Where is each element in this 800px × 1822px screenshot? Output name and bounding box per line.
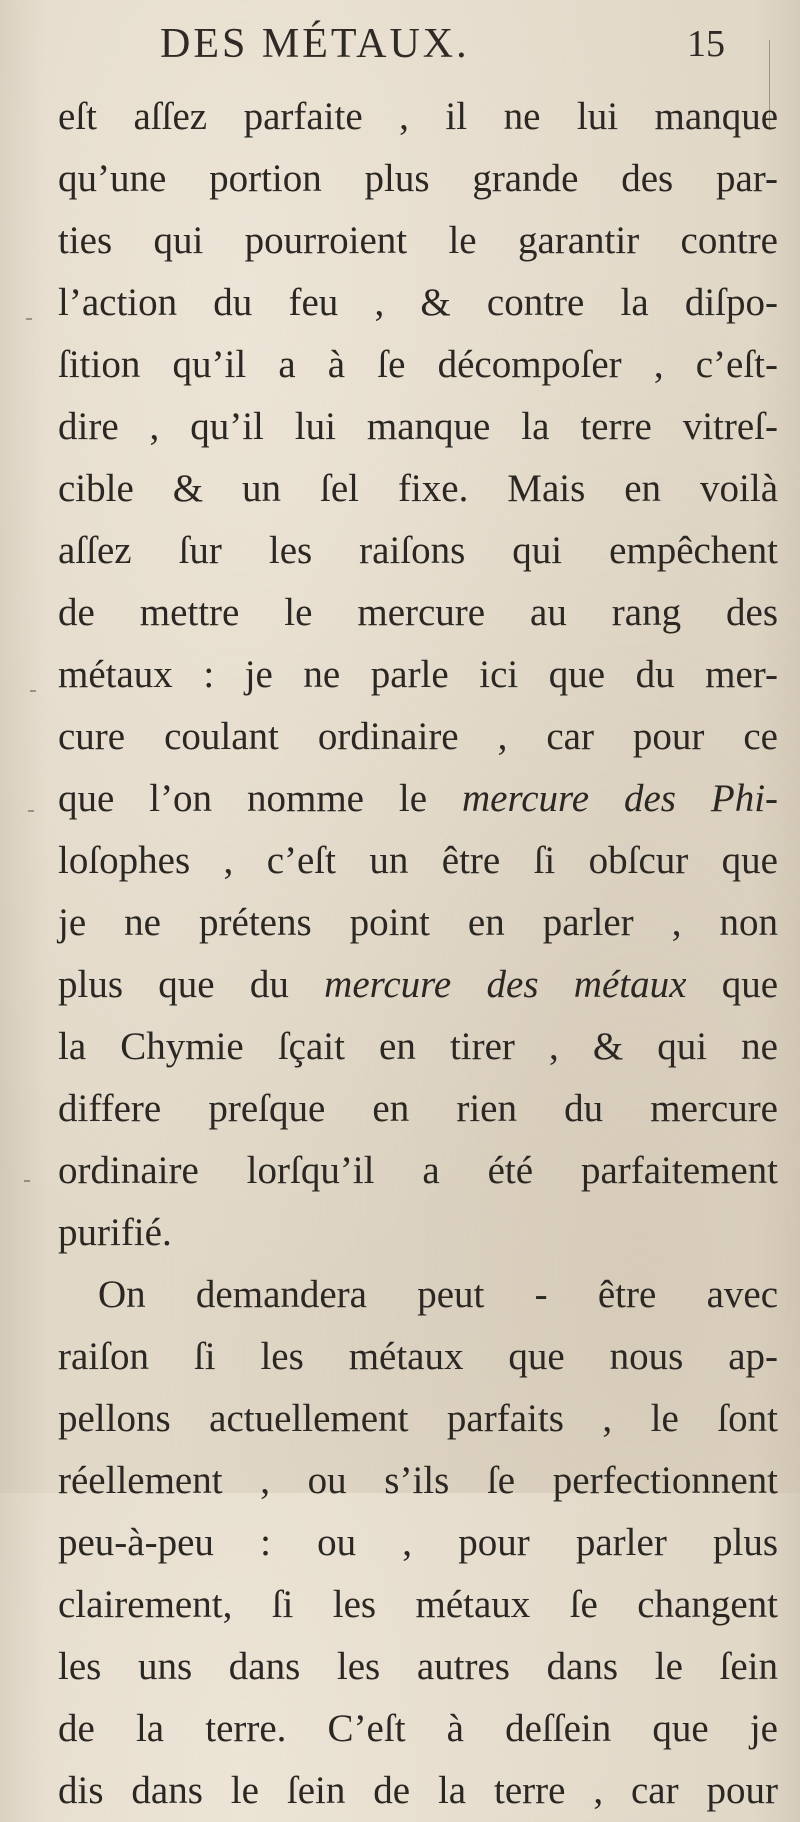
text-line-3: ties qui pourroient le garantir contre bbox=[58, 219, 778, 262]
text-line-18: ordinaire lorſqu’il a été parfaitement bbox=[58, 1149, 778, 1192]
text-line-22: pellons actuellement parfaits , le ſont bbox=[58, 1397, 778, 1440]
text-line-23: réellement , ou s’ils ſe perfectionnent bbox=[58, 1459, 778, 1502]
text-line-15-suffix: que bbox=[721, 963, 778, 1006]
text-line-21: raiſon ſi les métaux que nous ap- bbox=[58, 1335, 778, 1378]
body-text bbox=[58, 86, 778, 1822]
text-line-25: clairement, ſi les métaux ſe changent bbox=[58, 1583, 778, 1626]
margin-speck bbox=[24, 1180, 30, 1182]
text-line-28: dis dans le ſein de la terre , car pour bbox=[58, 1769, 778, 1812]
text-line-19: purifié. bbox=[58, 1211, 172, 1254]
text-line-4: l’action du feu , & contre la diſpo- bbox=[58, 281, 778, 324]
text-line-1: eſt aſſez parfaite , il ne lui manque bbox=[58, 95, 778, 138]
margin-speck bbox=[28, 810, 34, 812]
text-line-8: aſſez ſur les raiſons qui empêchent bbox=[58, 529, 778, 572]
text-line-12-italic: mercure des Phi- bbox=[461, 777, 779, 820]
text-line-9: de mettre le mercure au rang des bbox=[58, 591, 778, 634]
text-line-15 bbox=[58, 954, 778, 1016]
text-line-13: loſophes , c’eſt un être ſi obſcur que bbox=[58, 839, 778, 882]
text-line-12 bbox=[58, 768, 778, 830]
margin-speck bbox=[30, 690, 36, 692]
text-line-15-roman: plus que du bbox=[58, 963, 289, 1006]
text-line-24: peu-à-peu : ou , pour parler plus bbox=[58, 1521, 778, 1564]
text-line-11: cure coulant ordinaire , car pour ce bbox=[58, 715, 778, 758]
text-line-14: je ne prétens point en parler , non bbox=[58, 901, 778, 944]
text-line-17: differe preſque en rien du mercure bbox=[58, 1087, 778, 1130]
text-line-5: ſition qu’il a à ſe décompoſer , c’eſt- bbox=[58, 343, 778, 386]
text-line-15-italic: mercure des métaux bbox=[324, 963, 687, 1006]
text-line-16: la Chymie ſçait en tirer , & qui ne bbox=[58, 1025, 778, 1068]
text-line-6: dire , qu’il lui manque la terre vitreſ- bbox=[58, 405, 778, 448]
text-line-7: cible & un ſel fixe. Mais en voilà bbox=[58, 467, 778, 510]
page-number: 15 bbox=[687, 23, 725, 65]
text-line-26: les uns dans les autres dans le ſein bbox=[58, 1645, 778, 1688]
running-head bbox=[60, 18, 760, 78]
text-line-27: de la terre. C’eſt à deſſein que je bbox=[58, 1707, 778, 1750]
text-line-2: qu’une portion plus grande des par- bbox=[58, 157, 778, 200]
running-title: DES MÉTAUX. bbox=[160, 21, 470, 67]
margin-speck bbox=[26, 318, 32, 320]
text-line-12-roman: que l’on nomme le bbox=[58, 777, 428, 820]
text-line-10: métaux : je ne parle ici que du mer- bbox=[58, 653, 778, 696]
text-line-20: On demandera peut - être avec bbox=[98, 1273, 778, 1316]
